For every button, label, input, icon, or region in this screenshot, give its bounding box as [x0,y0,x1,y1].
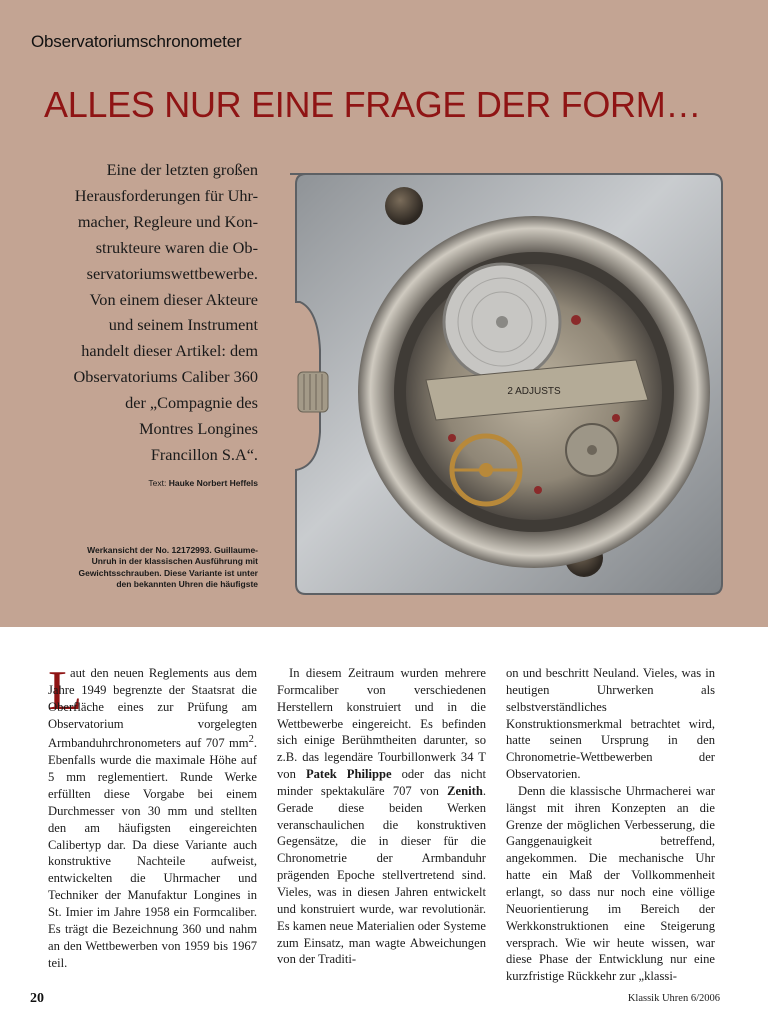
intro-line: Von einem dieser Akteure [89,289,258,309]
col2-text-c: oder das nicht minder spektakuläre 707 von [277,767,487,798]
col2-text-a: In diesem Zeitraum wurden mehrere Formcaliber von verschiedenen Herstellern konstruiert und in die Wettbewerbe eingereicht. Es befinden sich einige Berühmtheiten darunter, so z.B. das legendäre Tourbillonwerk 34 T von [277,666,486,782]
intro-line: handelt dieser Artikel: dem [81,341,258,361]
crown [298,372,328,412]
intro-line: strukteure waren die Ob- [95,237,258,257]
section-kicker: Observatoriumschronometer [31,32,242,51]
body-paragraph [277,665,486,968]
body-paragraph: Denn die klassische Uhrmacherei war längst mit ihren Konzepten an die Grenze der möglichen Verbesserung, die Ganggenauigkeit betreffend, angekommen. Die mechanische Uhr hatte ein Maß der Vollkommenheit erlangt, so dass nur noch eine völlige Neuorientierung im Bereich der Werkkonstruktionen eine Steigerung versprach. Wie wir heute wissen, war diese Phase der Entwicklung nur eine kurzfristige Rückkehr zur „klassi- [506,783,715,984]
intro-line: servatoriumswettbewerbe. [86,263,258,283]
intro-line: und seinem Instrument [108,315,258,335]
intro-line: der „Compagnie des [125,393,258,413]
article-title: ALLES NUR EINE FRAGE DER FORM… [44,84,702,125]
watch-movement-photo [276,170,726,598]
intro-line: Eine der letzten großen [106,160,258,179]
drop-cap: L [48,660,83,722]
intro-line: Francillon S.A“. [150,444,258,464]
intro-lead [40,157,258,468]
col2-text-d: . Gerade diese beiden Werken veranschaulichen die konstruktiven Gegensätze, die in dieser für die Chronometrie der Armbanduhr prägenden Epoche stellvertretend sind. Vieles, was in diesen Jahren entwickelt und konstruiert wurde, war revolutionär. Es kamen neue Materialien oder Systeme zum Einsatz, man wagte Abweichungen von der Traditi- [277,783,486,967]
jewel [571,315,581,325]
brand-zenith: Zenith [447,783,483,798]
body-column-3 [506,665,715,985]
caption-line: den bekannten Uhren die häufigste [116,578,258,589]
body-paragraph: on und beschritt Neuland. Vieles, was in heutigen Uhrwerken als selbstverständliches Konstruktionsmerkmal betrachtet wird, hatte seinen Ursprung in den Chronometrie-Wettbewerben der Observatorien. [506,666,715,782]
caption-line: Unruh in der klassischen Ausführung mit [91,556,258,567]
byline-author: Hauke Norbert Heffels [168,478,258,488]
plate-screw-top [385,187,423,225]
jewel [612,414,620,422]
publication-footer: Klassik Uhren 6/2006 [627,993,720,1004]
photo-caption [40,545,258,590]
jewel [448,434,456,442]
author-byline [60,478,258,488]
intro-line: macher, Regleure und Kon- [77,211,258,231]
col1-sup: 2 [248,734,254,746]
page-number: 20 [30,991,44,1006]
intro-line: Observatoriums Caliber 360 [73,367,258,387]
intro-line: Herausforderungen für Uhr- [74,185,258,205]
caption-line: Werkansicht der No. 12172993. Guillaume- [87,545,258,555]
brand-patek: Patek Philippe [305,767,392,782]
intro-line: Montres Longines [139,419,258,439]
body-column-2 [277,665,486,968]
caption-line: Gewichtsschrauben. Diese Variante ist unter [78,567,258,578]
movement-inscription: 2 ADJUSTS [507,386,561,397]
col1-text: aut den neuen Reglements aus dem Jahre 1949 begrenzte der Staatsrat die Oberfläche eines zur Prüfung am Observatorium vorgelegten Armbanduhrchronometers auf 707 mm [48,666,257,751]
body-column-1 [48,660,257,971]
jewel [534,486,542,494]
body-paragraph [48,660,257,971]
byline-label: Text: [148,478,169,488]
col1-rest: . Ebenfalls wurde die maximale Höhe auf 5 mm reglementiert. Runde Werke erfüllten diese Vorgabe bei einem Durchmesser von 30 mm und stellten den am häufigsten eingereichten Calibertyp dar. Da diese Variante auch konstruktive Nachteile aufweist, entwickelten die Uhrmacher und Techniker der Manufaktur Longines in St. Imier im Jahre 1958 ein Formcaliber. Es trägt die Bezeichnung 360 und nahm an den Wettbewerben von 1959 bis 1967 teil. [48,736,257,970]
